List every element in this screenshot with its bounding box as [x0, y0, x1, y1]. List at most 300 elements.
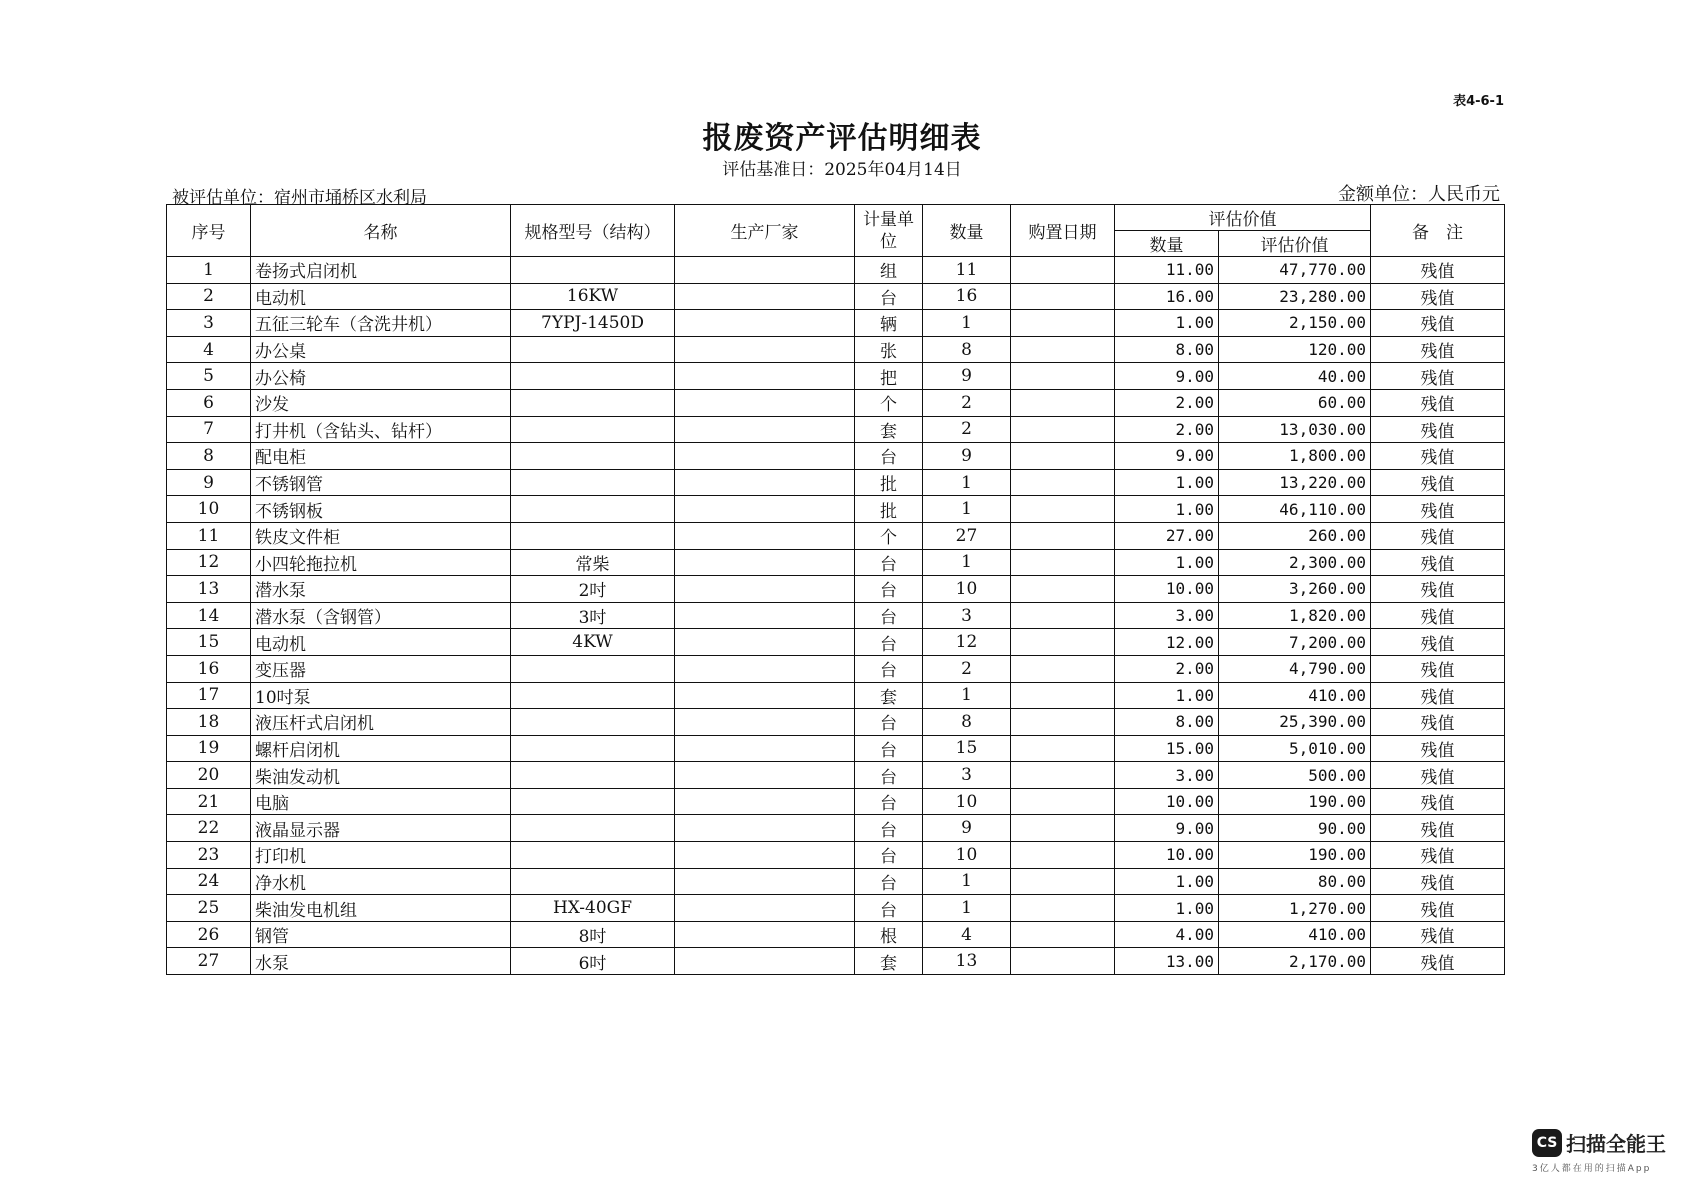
table-row: [167, 576, 1505, 603]
cell-spec: 常柴: [511, 549, 675, 576]
cell-date: [1011, 948, 1115, 975]
cell-eval-qty: 3.00: [1115, 762, 1219, 789]
cell-qty: 1: [923, 868, 1011, 895]
table-row: [167, 416, 1505, 443]
cell-date: [1011, 549, 1115, 576]
cell-name: 潜水泵（含钢管）: [251, 602, 511, 629]
cell-maker: [675, 283, 855, 310]
cell-maker: [675, 948, 855, 975]
cell-name: 柴油发电机组: [251, 895, 511, 922]
col-eval-value: 评估价值: [1219, 231, 1371, 257]
cell-qty: 1: [923, 549, 1011, 576]
cell-eval-value: 90.00: [1219, 815, 1371, 842]
cell-eval-qty: 2.00: [1115, 389, 1219, 416]
cell-maker: [675, 788, 855, 815]
cell-date: [1011, 443, 1115, 470]
cell-eval-value: 47,770.00: [1219, 257, 1371, 284]
cell-eval-value: 13,220.00: [1219, 469, 1371, 496]
cell-qty: 11: [923, 257, 1011, 284]
cell-qty: 9: [923, 363, 1011, 390]
scanner-tagline: 3亿人都在用的扫描App: [1532, 1164, 1652, 1174]
cell-remark: 残值: [1371, 336, 1505, 363]
cell-unit: 台: [855, 443, 923, 470]
table-row: [167, 602, 1505, 629]
cell-unit: 台: [855, 655, 923, 682]
cell-spec: 4KW: [511, 629, 675, 656]
cell-spec: 16KW: [511, 283, 675, 310]
cell-unit: 个: [855, 389, 923, 416]
cell-qty: 8: [923, 709, 1011, 736]
cell-remark: 残值: [1371, 389, 1505, 416]
cell-eval-qty: 10.00: [1115, 788, 1219, 815]
cell-spec: HX-40GF: [511, 895, 675, 922]
cell-date: [1011, 389, 1115, 416]
cell-name: 液压杆式启闭机: [251, 709, 511, 736]
cell-seq: 21: [167, 788, 251, 815]
cell-spec: [511, 522, 675, 549]
cell-unit: 套: [855, 948, 923, 975]
col-eval-group: 评估价值: [1115, 205, 1371, 231]
cell-seq: 9: [167, 469, 251, 496]
cell-remark: 残值: [1371, 682, 1505, 709]
cell-name: 不锈钢板: [251, 496, 511, 523]
cell-seq: 8: [167, 443, 251, 470]
cell-name: 10吋泵: [251, 682, 511, 709]
cell-qty: 8: [923, 336, 1011, 363]
cell-remark: 残值: [1371, 735, 1505, 762]
cell-name: 办公桌: [251, 336, 511, 363]
cell-date: [1011, 336, 1115, 363]
cell-eval-qty: 1.00: [1115, 469, 1219, 496]
table-row: [167, 735, 1505, 762]
cell-remark: 残值: [1371, 895, 1505, 922]
cell-name: 五征三轮车（含洗井机）: [251, 310, 511, 337]
cell-remark: 残值: [1371, 469, 1505, 496]
cell-date: [1011, 257, 1115, 284]
cell-remark: 残值: [1371, 443, 1505, 470]
cell-qty: 10: [923, 576, 1011, 603]
cell-remark: 残值: [1371, 283, 1505, 310]
cell-remark: 残值: [1371, 815, 1505, 842]
cell-remark: 残值: [1371, 522, 1505, 549]
cell-maker: [675, 576, 855, 603]
cell-eval-value: 23,280.00: [1219, 283, 1371, 310]
cell-eval-qty: 1.00: [1115, 549, 1219, 576]
cell-spec: [511, 469, 675, 496]
cell-spec: [511, 655, 675, 682]
cell-seq: 5: [167, 363, 251, 390]
cell-qty: 1: [923, 310, 1011, 337]
cell-unit: 台: [855, 709, 923, 736]
cell-qty: 3: [923, 762, 1011, 789]
cell-name: 钢管: [251, 921, 511, 948]
cell-seq: 24: [167, 868, 251, 895]
cell-eval-value: 46,110.00: [1219, 496, 1371, 523]
table-row: [167, 443, 1505, 470]
cell-eval-qty: 2.00: [1115, 416, 1219, 443]
cell-unit: 批: [855, 469, 923, 496]
cell-seq: 17: [167, 682, 251, 709]
cell-remark: 残值: [1371, 709, 1505, 736]
col-unit: 计量单位: [855, 205, 923, 257]
cell-unit: 批: [855, 496, 923, 523]
currency-unit: 金额单位：人民币元: [1338, 184, 1500, 205]
cell-unit: 组: [855, 257, 923, 284]
cell-qty: 2: [923, 389, 1011, 416]
cell-remark: 残值: [1371, 921, 1505, 948]
table-row: [167, 469, 1505, 496]
cell-remark: 残值: [1371, 842, 1505, 869]
cell-remark: 残值: [1371, 948, 1505, 975]
table-number: 表4-6-1: [1453, 94, 1504, 109]
cell-spec: 2吋: [511, 576, 675, 603]
cell-seq: 14: [167, 602, 251, 629]
cell-eval-qty: 1.00: [1115, 868, 1219, 895]
cell-name: 打井机（含钻头、钻杆）: [251, 416, 511, 443]
cell-eval-value: 410.00: [1219, 682, 1371, 709]
cell-name: 铁皮文件柜: [251, 522, 511, 549]
cell-eval-value: 2,150.00: [1219, 310, 1371, 337]
cell-qty: 4: [923, 921, 1011, 948]
cell-unit: 台: [855, 815, 923, 842]
cell-eval-value: 4,790.00: [1219, 655, 1371, 682]
cell-seq: 11: [167, 522, 251, 549]
cell-unit: 台: [855, 842, 923, 869]
cell-eval-value: 1,820.00: [1219, 602, 1371, 629]
cell-eval-value: 2,300.00: [1219, 549, 1371, 576]
cell-seq: 10: [167, 496, 251, 523]
scanner-watermark: [1532, 1128, 1666, 1174]
cell-eval-value: 500.00: [1219, 762, 1371, 789]
cell-maker: [675, 655, 855, 682]
table-row: [167, 815, 1505, 842]
cell-spec: [511, 416, 675, 443]
cell-qty: 10: [923, 788, 1011, 815]
cell-spec: [511, 257, 675, 284]
cell-eval-qty: 10.00: [1115, 576, 1219, 603]
cell-date: [1011, 788, 1115, 815]
cell-maker: [675, 496, 855, 523]
cell-name: 潜水泵: [251, 576, 511, 603]
cell-eval-value: 40.00: [1219, 363, 1371, 390]
cell-seq: 7: [167, 416, 251, 443]
cell-remark: 残值: [1371, 363, 1505, 390]
cell-eval-qty: 1.00: [1115, 310, 1219, 337]
cell-unit: 台: [855, 868, 923, 895]
cell-eval-value: 190.00: [1219, 842, 1371, 869]
cell-qty: 9: [923, 443, 1011, 470]
cell-seq: 2: [167, 283, 251, 310]
cell-spec: [511, 496, 675, 523]
cell-date: [1011, 842, 1115, 869]
cell-seq: 22: [167, 815, 251, 842]
cell-spec: [511, 842, 675, 869]
cell-seq: 12: [167, 549, 251, 576]
table-row: [167, 629, 1505, 656]
cell-date: [1011, 576, 1115, 603]
cell-unit: 把: [855, 363, 923, 390]
cell-spec: [511, 389, 675, 416]
cell-maker: [675, 921, 855, 948]
page-title: 报废资产评估明细表: [702, 121, 982, 156]
cell-date: [1011, 602, 1115, 629]
cell-spec: [511, 762, 675, 789]
cell-qty: 15: [923, 735, 1011, 762]
cell-eval-qty: 3.00: [1115, 602, 1219, 629]
cell-eval-qty: 9.00: [1115, 443, 1219, 470]
cell-remark: 残值: [1371, 762, 1505, 789]
cell-date: [1011, 655, 1115, 682]
cell-spec: [511, 336, 675, 363]
cell-unit: 台: [855, 576, 923, 603]
table-row: [167, 336, 1505, 363]
cell-spec: 6吋: [511, 948, 675, 975]
cell-unit: 根: [855, 921, 923, 948]
cell-eval-value: 80.00: [1219, 868, 1371, 895]
cell-remark: 残值: [1371, 549, 1505, 576]
cell-name: 卷扬式启闭机: [251, 257, 511, 284]
cell-date: [1011, 735, 1115, 762]
cell-maker: [675, 602, 855, 629]
cell-remark: 残值: [1371, 788, 1505, 815]
cell-date: [1011, 682, 1115, 709]
cell-date: [1011, 815, 1115, 842]
cell-maker: [675, 257, 855, 284]
table-row: [167, 496, 1505, 523]
cell-maker: [675, 815, 855, 842]
cell-eval-value: 7,200.00: [1219, 629, 1371, 656]
cell-name: 不锈钢管: [251, 469, 511, 496]
cell-eval-qty: 10.00: [1115, 842, 1219, 869]
cell-name: 办公椅: [251, 363, 511, 390]
cell-eval-value: 5,010.00: [1219, 735, 1371, 762]
cell-remark: 残值: [1371, 868, 1505, 895]
cell-seq: 19: [167, 735, 251, 762]
scanner-logo-icon: CS: [1532, 1129, 1562, 1157]
cell-date: [1011, 469, 1115, 496]
cell-name: 净水机: [251, 868, 511, 895]
cell-spec: [511, 363, 675, 390]
cell-date: [1011, 629, 1115, 656]
cell-eval-qty: 2.00: [1115, 655, 1219, 682]
cell-maker: [675, 336, 855, 363]
base-date: 评估基准日：2025年04月14日: [722, 160, 962, 180]
cell-name: 水泵: [251, 948, 511, 975]
cell-name: 电脑: [251, 788, 511, 815]
cell-eval-value: 13,030.00: [1219, 416, 1371, 443]
cell-qty: 1: [923, 682, 1011, 709]
cell-date: [1011, 363, 1115, 390]
col-qty: 数量: [923, 205, 1011, 257]
cell-eval-qty: 4.00: [1115, 921, 1219, 948]
cell-remark: 残值: [1371, 310, 1505, 337]
cell-unit: 台: [855, 549, 923, 576]
cell-qty: 1: [923, 895, 1011, 922]
cell-qty: 1: [923, 496, 1011, 523]
col-spec: 规格型号（结构）: [511, 205, 675, 257]
cell-spec: [511, 682, 675, 709]
cell-qty: 12: [923, 629, 1011, 656]
cell-unit: 台: [855, 629, 923, 656]
cell-eval-qty: 8.00: [1115, 709, 1219, 736]
cell-spec: [511, 709, 675, 736]
table-row: [167, 655, 1505, 682]
cell-eval-value: 410.00: [1219, 921, 1371, 948]
cell-seq: 25: [167, 895, 251, 922]
cell-spec: 3吋: [511, 602, 675, 629]
cell-unit: 个: [855, 522, 923, 549]
cell-maker: [675, 842, 855, 869]
col-seq: 序号: [167, 205, 251, 257]
cell-qty: 3: [923, 602, 1011, 629]
cell-name: 变压器: [251, 655, 511, 682]
cell-maker: [675, 363, 855, 390]
cell-eval-qty: 15.00: [1115, 735, 1219, 762]
cell-spec: [511, 815, 675, 842]
table-row: [167, 389, 1505, 416]
col-remark: 备 注: [1371, 205, 1505, 257]
cell-seq: 26: [167, 921, 251, 948]
cell-eval-qty: 16.00: [1115, 283, 1219, 310]
cell-qty: 1: [923, 469, 1011, 496]
table-row: [167, 921, 1505, 948]
cell-eval-value: 60.00: [1219, 389, 1371, 416]
col-date: 购置日期: [1011, 205, 1115, 257]
cell-qty: 10: [923, 842, 1011, 869]
cell-date: [1011, 416, 1115, 443]
cell-unit: 台: [855, 602, 923, 629]
cell-remark: 残值: [1371, 602, 1505, 629]
cell-eval-value: 25,390.00: [1219, 709, 1371, 736]
cell-remark: 残值: [1371, 576, 1505, 603]
cell-spec: [511, 788, 675, 815]
cell-seq: 23: [167, 842, 251, 869]
cell-seq: 4: [167, 336, 251, 363]
cell-name: 液晶显示器: [251, 815, 511, 842]
cell-maker: [675, 735, 855, 762]
cell-maker: [675, 682, 855, 709]
cell-date: [1011, 868, 1115, 895]
cell-eval-value: 2,170.00: [1219, 948, 1371, 975]
cell-date: [1011, 709, 1115, 736]
scanner-app-name: 扫描全能王: [1566, 1132, 1666, 1156]
cell-maker: [675, 868, 855, 895]
cell-maker: [675, 895, 855, 922]
table-row: [167, 310, 1505, 337]
cell-seq: 3: [167, 310, 251, 337]
cell-remark: 残值: [1371, 629, 1505, 656]
cell-seq: 13: [167, 576, 251, 603]
cell-unit: 台: [855, 788, 923, 815]
cell-remark: 残值: [1371, 496, 1505, 523]
table-row: [167, 257, 1505, 284]
cell-maker: [675, 443, 855, 470]
cell-unit: 台: [855, 283, 923, 310]
table-row: [167, 549, 1505, 576]
cell-eval-qty: 8.00: [1115, 336, 1219, 363]
cell-remark: 残值: [1371, 257, 1505, 284]
table-row: [167, 868, 1505, 895]
cell-name: 螺杆启闭机: [251, 735, 511, 762]
table-row: [167, 788, 1505, 815]
cell-eval-qty: 12.00: [1115, 629, 1219, 656]
cell-eval-value: 260.00: [1219, 522, 1371, 549]
cell-spec: [511, 735, 675, 762]
cell-seq: 27: [167, 948, 251, 975]
cell-name: 电动机: [251, 283, 511, 310]
cell-spec: [511, 443, 675, 470]
table-row: [167, 682, 1505, 709]
cell-spec: 8吋: [511, 921, 675, 948]
cell-seq: 15: [167, 629, 251, 656]
cell-qty: 16: [923, 283, 1011, 310]
cell-name: 小四轮拖拉机: [251, 549, 511, 576]
cell-eval-value: 190.00: [1219, 788, 1371, 815]
cell-maker: [675, 522, 855, 549]
cell-maker: [675, 416, 855, 443]
table-row: [167, 363, 1505, 390]
cell-name: 柴油发动机: [251, 762, 511, 789]
cell-seq: 18: [167, 709, 251, 736]
cell-qty: 9: [923, 815, 1011, 842]
asset-table: [166, 204, 1505, 975]
cell-eval-qty: 27.00: [1115, 522, 1219, 549]
cell-maker: [675, 762, 855, 789]
cell-date: [1011, 921, 1115, 948]
cell-seq: 1: [167, 257, 251, 284]
table-row: [167, 842, 1505, 869]
cell-unit: 套: [855, 416, 923, 443]
cell-seq: 6: [167, 389, 251, 416]
col-eval-qty: 数量: [1115, 231, 1219, 257]
cell-eval-qty: 1.00: [1115, 682, 1219, 709]
cell-maker: [675, 469, 855, 496]
cell-seq: 16: [167, 655, 251, 682]
cell-unit: 台: [855, 762, 923, 789]
cell-qty: 2: [923, 655, 1011, 682]
cell-eval-qty: 9.00: [1115, 815, 1219, 842]
cell-date: [1011, 283, 1115, 310]
cell-unit: 台: [855, 895, 923, 922]
cell-remark: 残值: [1371, 655, 1505, 682]
cell-eval-qty: 11.00: [1115, 257, 1219, 284]
evaluated-unit: 被评估单位：宿州市埇桥区水利局: [172, 188, 427, 208]
cell-remark: 残值: [1371, 416, 1505, 443]
cell-unit: 台: [855, 735, 923, 762]
cell-date: [1011, 496, 1115, 523]
cell-eval-value: 1,270.00: [1219, 895, 1371, 922]
cell-name: 电动机: [251, 629, 511, 656]
cell-name: 沙发: [251, 389, 511, 416]
table-row: [167, 522, 1505, 549]
col-name: 名称: [251, 205, 511, 257]
cell-qty: 27: [923, 522, 1011, 549]
cell-date: [1011, 522, 1115, 549]
table-row: [167, 895, 1505, 922]
cell-spec: [511, 868, 675, 895]
cell-eval-value: 3,260.00: [1219, 576, 1371, 603]
cell-seq: 20: [167, 762, 251, 789]
cell-eval-value: 1,800.00: [1219, 443, 1371, 470]
cell-qty: 13: [923, 948, 1011, 975]
cell-unit: 辆: [855, 310, 923, 337]
cell-maker: [675, 389, 855, 416]
cell-date: [1011, 762, 1115, 789]
cell-name: 配电柜: [251, 443, 511, 470]
cell-name: 打印机: [251, 842, 511, 869]
cell-eval-value: 120.00: [1219, 336, 1371, 363]
table-row: [167, 709, 1505, 736]
